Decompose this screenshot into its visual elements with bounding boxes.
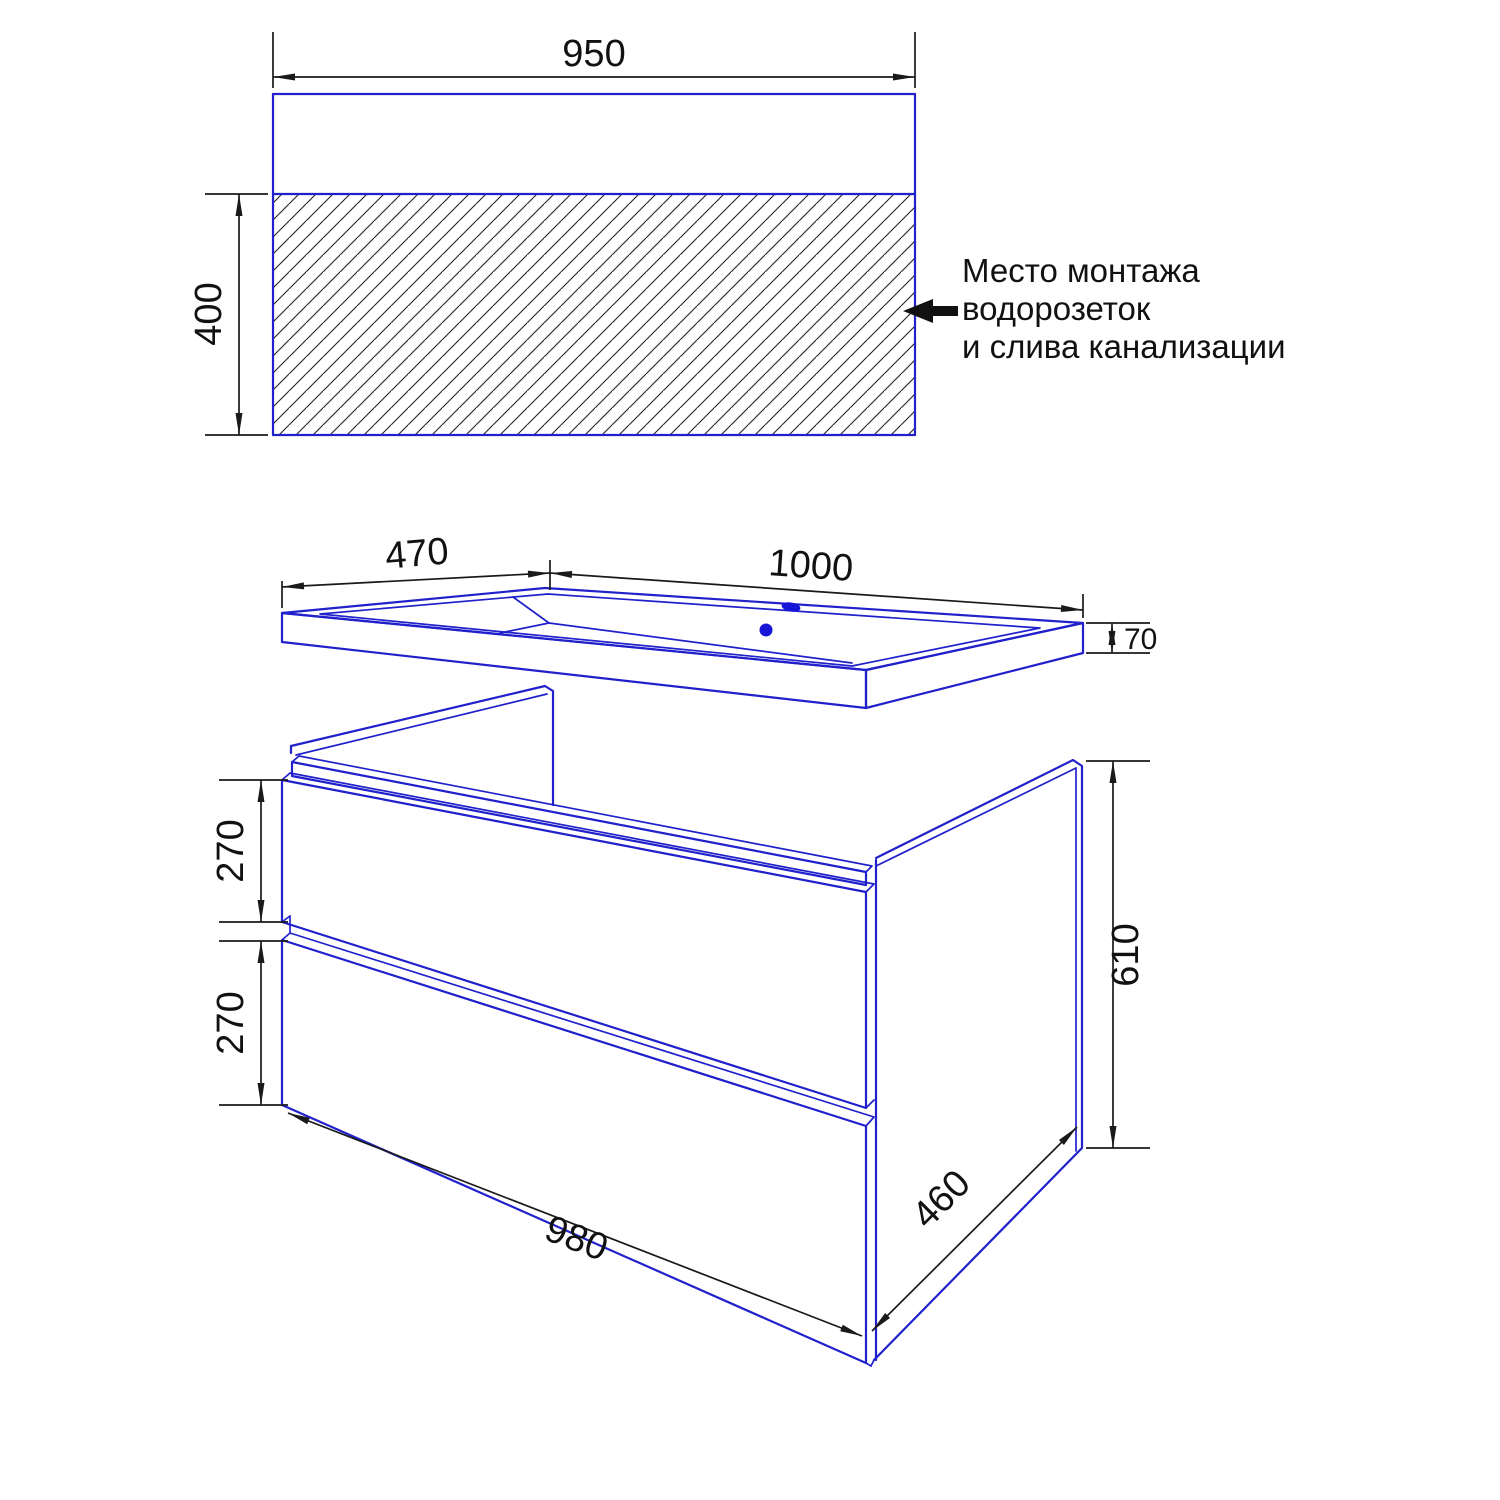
dim-label-950: 950 [562, 33, 626, 75]
dim-400 [188, 194, 268, 435]
sink-top [282, 530, 1157, 708]
wall-mount-view [188, 32, 1286, 435]
dim-label-270-1: 270 [210, 819, 252, 883]
dim-70 [1086, 623, 1157, 656]
annotation-line-1: Место монтажа [962, 252, 1200, 289]
sink-top-face [282, 588, 1083, 670]
cabinet-top-rail [292, 756, 872, 885]
dim-270-drawer1 [210, 780, 288, 922]
cabinet-right-corner [866, 860, 876, 1366]
cabinet-side-panel [874, 760, 1082, 1360]
annotation-line-3: и слива канализации [962, 328, 1286, 365]
dim-980 [288, 1113, 862, 1336]
drawer-1-front [282, 773, 874, 1108]
dim-label-70: 70 [1124, 623, 1158, 656]
dim-label-1000: 1000 [767, 542, 855, 590]
drain-hole-icon [760, 624, 773, 637]
dim-610 [1086, 761, 1150, 1148]
dim-label-980: 980 [539, 1207, 614, 1270]
dim-270-drawer2 [210, 941, 288, 1105]
sink-right-face [866, 623, 1083, 708]
dim-label-460: 460 [904, 1162, 979, 1237]
dim-label-400: 400 [188, 282, 230, 346]
dim-label-270-2: 270 [210, 991, 252, 1055]
cabinet-view [210, 686, 1150, 1366]
dim-label-470: 470 [383, 530, 451, 578]
mounting-zone-hatch [273, 194, 915, 435]
annotation-line-2: водорозеток [962, 290, 1151, 327]
mounting-annotation [962, 252, 1286, 365]
dim-label-610: 610 [1105, 923, 1147, 987]
dim-460 [872, 1127, 1077, 1331]
drawer-2-front [282, 916, 874, 1363]
dim-470 [282, 530, 550, 608]
dim-950 [273, 32, 915, 88]
sink-front-face [282, 613, 866, 708]
